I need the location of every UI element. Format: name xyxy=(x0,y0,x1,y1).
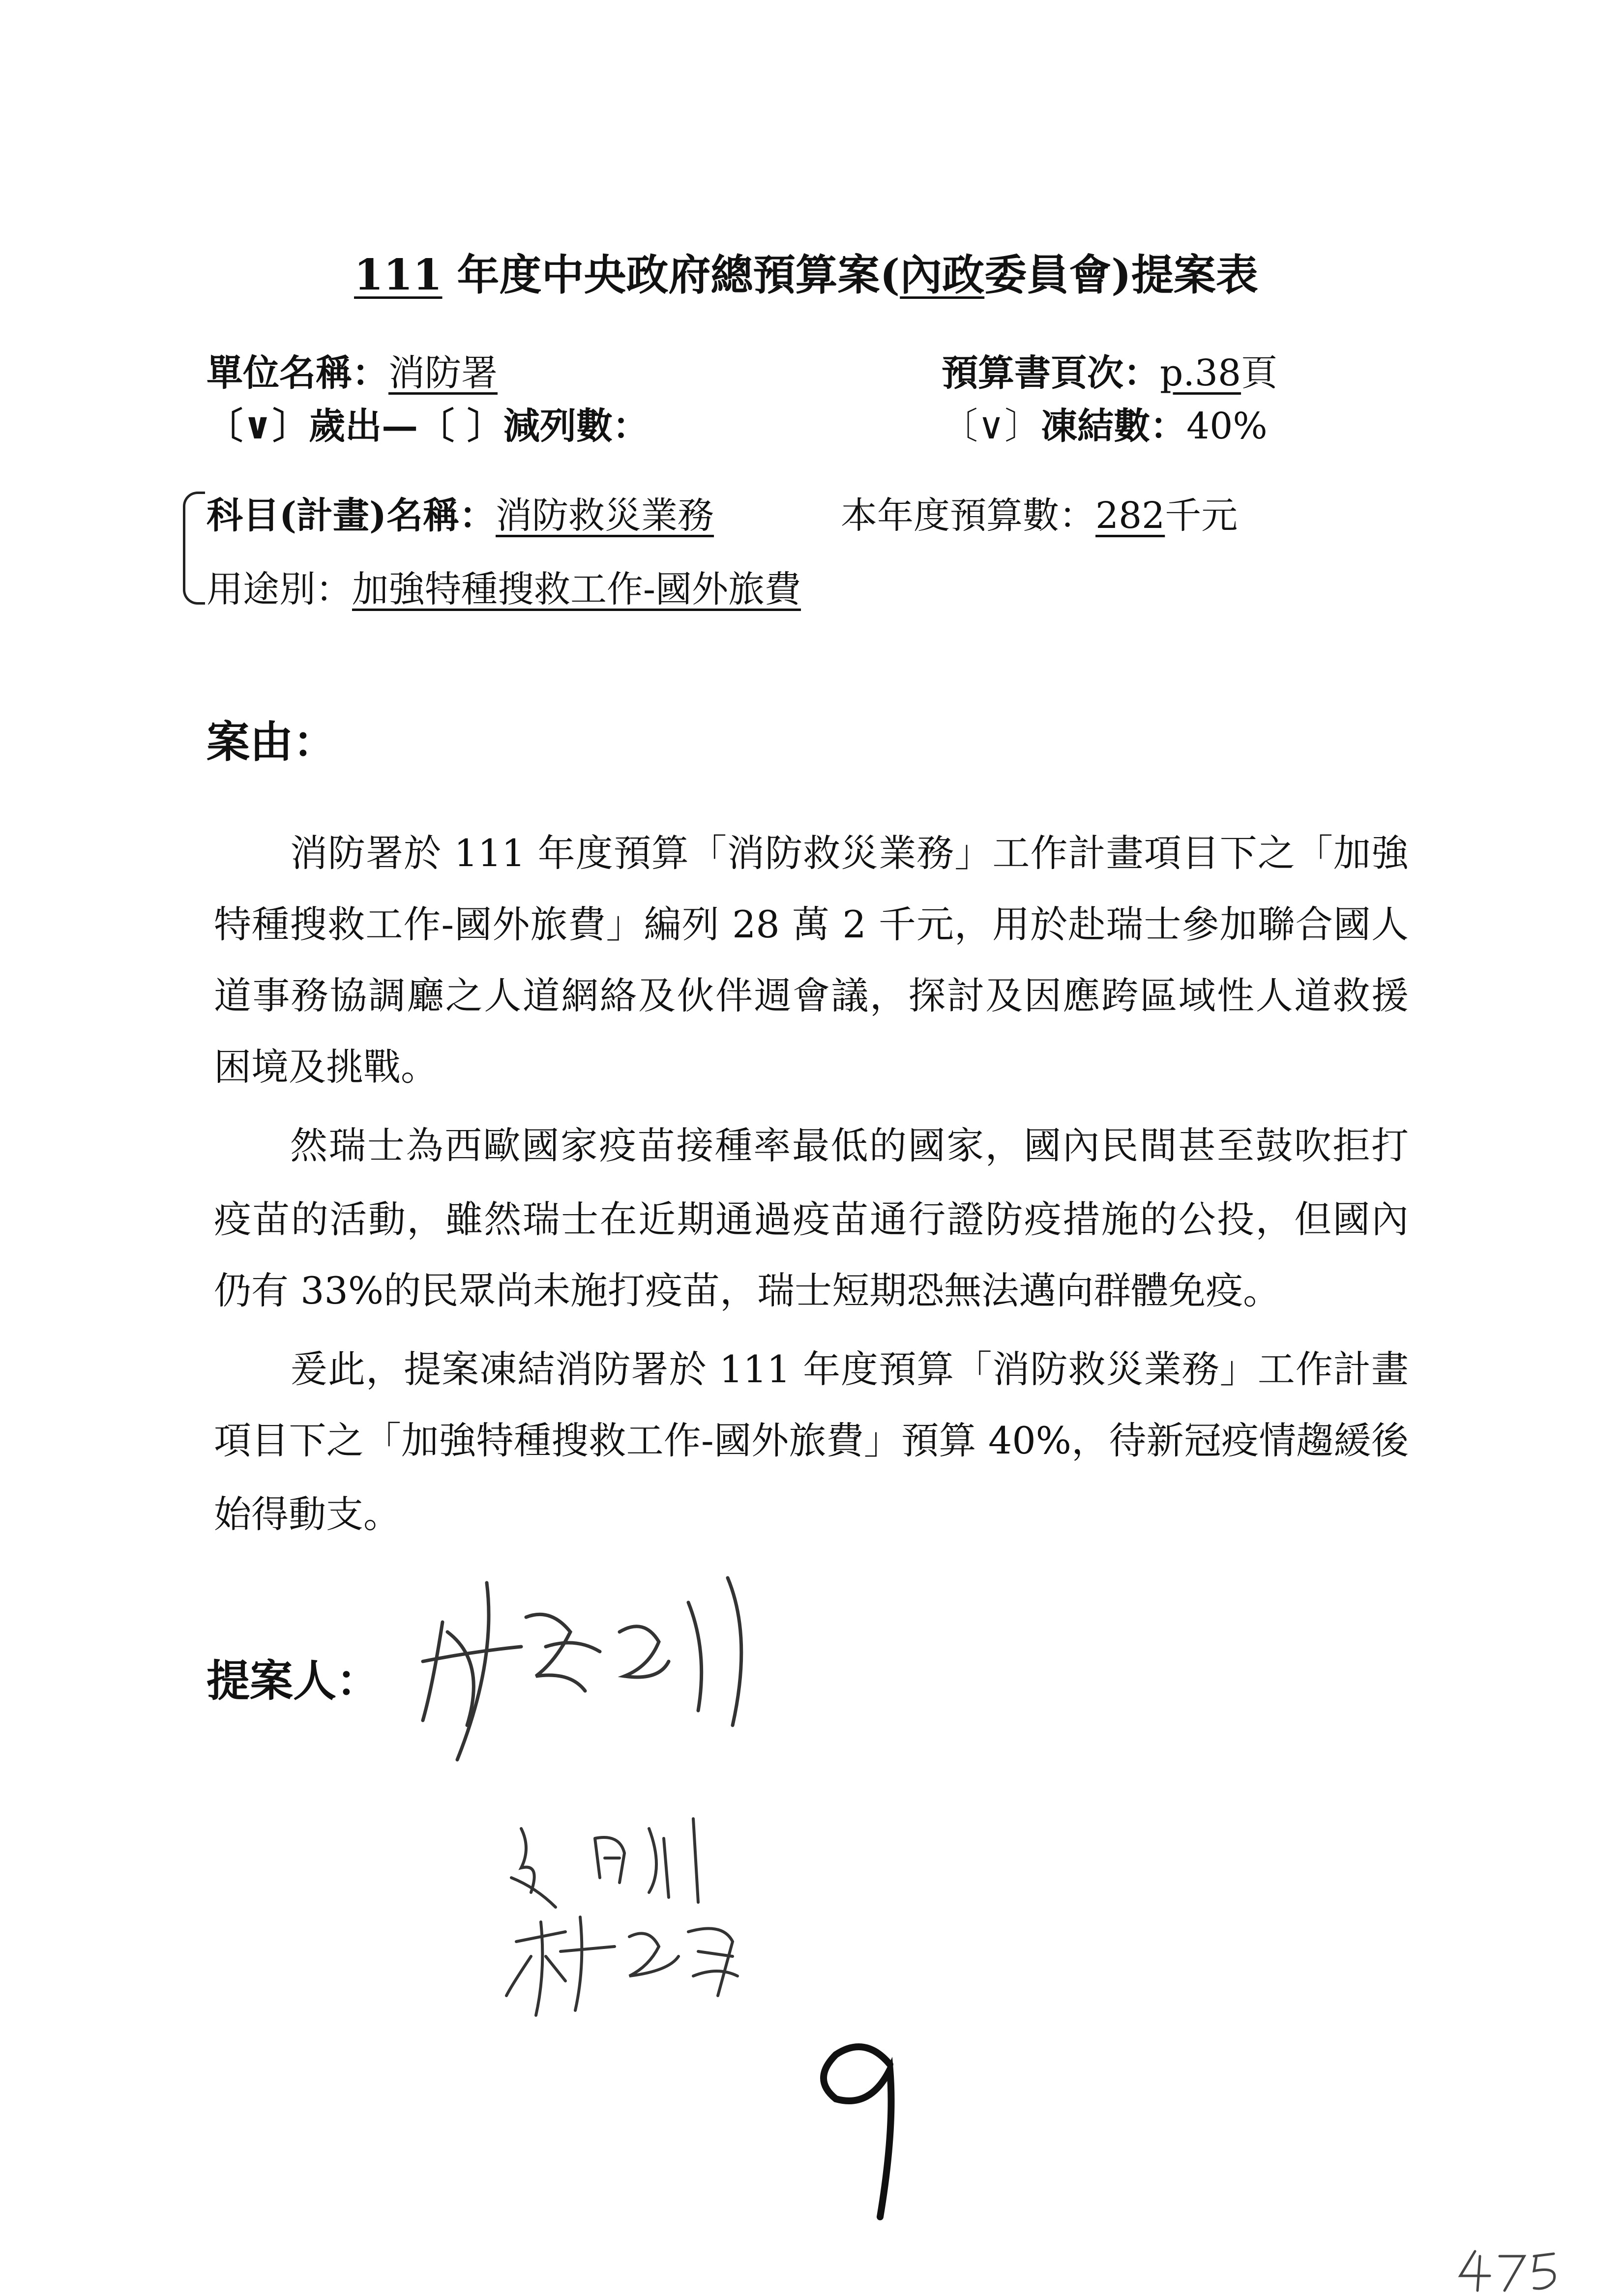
body-line: 爰此，提案凍結消防署於 111 年度預算「消防救災業務」工作計畫 xyxy=(290,1347,1409,1391)
body-line: 疫苗的活動，雖然瑞士在近期通過疫苗通行證防疫措施的公投，但國內 xyxy=(214,1197,1409,1241)
body-line: 然瑞士為西歐國家疫苗接種率最低的國家，國內民間甚至鼓吹拒打 xyxy=(290,1124,1409,1167)
body-line: 消防署於 111 年度預算「消防救災業務」工作計畫項目下之「加強 xyxy=(290,831,1409,875)
body-line: 始得動支。 xyxy=(214,1492,401,1536)
reason-heading: 案由： xyxy=(207,716,337,767)
body-line: 道事務協調廳之人道網絡及伙伴週會議，探討及因應跨區域性人道救援 xyxy=(214,974,1409,1017)
budget-page: 預算書頁次：p.38頁 xyxy=(942,352,1278,394)
body-line: 仍有 33%的民眾尚未施打疫苗，瑞士短期恐無法邁向群體免疫。 xyxy=(214,1269,1281,1312)
annual-budget: 本年度預算數：282千元 xyxy=(841,494,1238,537)
freeze-amount: 〔∨〕凍結數：40% xyxy=(942,405,1268,447)
body-line: 困境及挑戰。 xyxy=(214,1045,438,1089)
program-name: 科目(計畫)名稱：消防救災業務 xyxy=(207,494,714,537)
handwritten-stamp-number xyxy=(1455,2241,1573,2296)
signature-2 xyxy=(502,1809,797,2035)
document-title: 111 年度中央政府總預算案(內政委員會)提案表 xyxy=(354,250,1258,300)
handwritten-page-number xyxy=(797,2030,924,2227)
brace xyxy=(183,492,205,605)
body-line: 項目下之「加強特種搜救工作-國外旅費」預算 40%，待新冠疫情趨緩後 xyxy=(214,1419,1409,1462)
expense-reduction: 〔∨〕歲出—〔 〕減列數： xyxy=(207,405,649,447)
purpose: 用途別：加強特種搜救工作-國外旅費 xyxy=(207,568,801,610)
proposer-label: 提案人： xyxy=(207,1655,380,1706)
signature-1 xyxy=(413,1563,806,1770)
unit-name: 單位名稱：消防署 xyxy=(207,352,498,394)
body-line: 特種搜救工作-國外旅費」編列 28 萬 2 千元，用於赴瑞士參加聯合國人 xyxy=(214,902,1409,946)
